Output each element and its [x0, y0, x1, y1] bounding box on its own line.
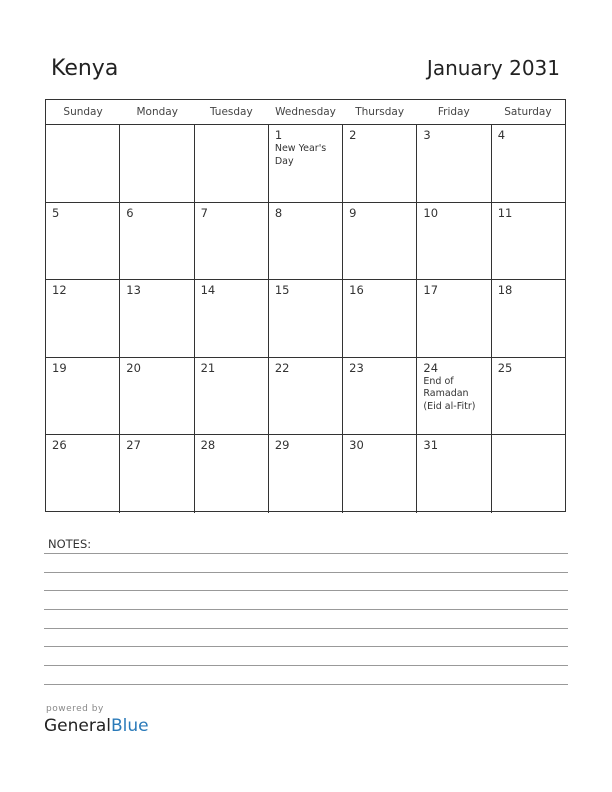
weekday-sunday: Sunday — [63, 106, 103, 118]
day-cell — [120, 203, 194, 280]
day-number: 8 — [274, 205, 283, 220]
day-number: 4 — [497, 128, 506, 142]
day-cell — [195, 280, 269, 357]
holiday-label: New Year's Day — [274, 143, 327, 167]
weekday-saturday: Saturday — [504, 106, 552, 118]
day-cell — [492, 280, 565, 357]
notes-line — [44, 572, 568, 573]
day-number: 14 — [200, 283, 216, 297]
week-row — [46, 358, 565, 436]
weekday-monday: Monday — [136, 106, 178, 118]
day-number: 6 — [126, 205, 134, 220]
day-number: 19 — [52, 360, 67, 375]
day-number: 30 — [349, 438, 364, 452]
notes-line — [44, 646, 568, 647]
day-cell — [269, 435, 343, 513]
day-number: 16 — [349, 283, 364, 297]
day-cell — [269, 280, 343, 357]
day-cell — [269, 358, 343, 435]
day-cell — [492, 203, 565, 280]
day-number: 11 — [497, 205, 513, 220]
weekday-header — [46, 100, 565, 125]
day-number: 5 — [52, 205, 60, 220]
week-row — [46, 435, 565, 513]
day-cell — [46, 435, 120, 513]
day-number: 27 — [126, 438, 141, 452]
day-number: 9 — [349, 205, 357, 220]
day-cell — [120, 280, 194, 357]
notes-line — [44, 609, 568, 610]
calendar-grid — [45, 99, 566, 512]
day-number: 17 — [423, 283, 439, 297]
day-number: 28 — [200, 438, 216, 452]
day-number: 23 — [349, 360, 364, 375]
day-number: 18 — [497, 283, 513, 297]
day-cell — [417, 125, 491, 202]
day-cell — [343, 203, 417, 280]
notes-line — [44, 665, 568, 666]
day-cell — [46, 280, 120, 357]
day-cell — [195, 435, 269, 513]
brand-blue: Blue — [111, 716, 149, 736]
day-cell — [46, 358, 120, 435]
day-number: 20 — [126, 360, 141, 375]
weekday-tuesday: Tuesday — [209, 106, 253, 118]
day-cell — [269, 203, 343, 280]
day-cell — [343, 435, 417, 513]
week-row — [46, 280, 565, 358]
day-cell — [120, 358, 194, 435]
notes-line — [44, 628, 568, 629]
day-number: 26 — [52, 438, 67, 452]
day-number: 12 — [52, 283, 67, 297]
day-number: 1 — [274, 128, 283, 142]
country-title: Kenya — [51, 56, 119, 81]
generalblue-logo — [44, 716, 149, 736]
day-number: 15 — [274, 283, 290, 297]
day-number: 2 — [349, 128, 357, 142]
weekday-friday: Friday — [437, 106, 470, 118]
day-number: 31 — [423, 438, 439, 452]
day-cell — [343, 358, 417, 435]
day-cell — [120, 125, 194, 202]
notes-line — [44, 553, 568, 554]
day-cell — [46, 203, 120, 280]
day-cell — [343, 280, 417, 357]
day-cell — [195, 125, 269, 202]
weekday-thursday: Thursday — [355, 106, 405, 118]
day-cell — [492, 358, 565, 435]
day-cell — [417, 358, 491, 435]
calendar-weeks — [46, 125, 565, 513]
day-number: 22 — [274, 360, 290, 375]
day-cell — [417, 203, 491, 280]
day-number: 10 — [423, 205, 439, 220]
powered-by-text: powered by — [46, 704, 104, 714]
day-cell — [417, 280, 491, 357]
day-cell — [492, 435, 565, 513]
month-title: January 2031 — [426, 56, 560, 80]
day-number: 7 — [200, 205, 208, 220]
notes-line — [44, 590, 568, 591]
day-number: 3 — [423, 128, 431, 142]
day-number: 25 — [497, 360, 513, 375]
day-cell — [46, 125, 120, 202]
day-number: 13 — [126, 283, 141, 297]
day-number: 24 — [423, 360, 439, 375]
day-cell — [492, 125, 565, 202]
day-cell — [195, 203, 269, 280]
week-row — [46, 125, 565, 203]
day-cell — [269, 125, 343, 202]
notes-line — [44, 684, 568, 685]
notes-label: NOTES: — [48, 537, 92, 551]
day-number: 21 — [200, 360, 216, 375]
day-cell — [195, 358, 269, 435]
weekday-wednesday: Wednesday — [275, 106, 336, 118]
day-cell — [120, 435, 194, 513]
holiday-label: End of Ramadan (Eid al-Fitr) — [423, 375, 476, 412]
brand-general: General — [44, 716, 111, 736]
week-row — [46, 203, 565, 281]
day-cell — [343, 125, 417, 202]
day-number: 29 — [274, 438, 290, 452]
day-cell — [417, 435, 491, 513]
